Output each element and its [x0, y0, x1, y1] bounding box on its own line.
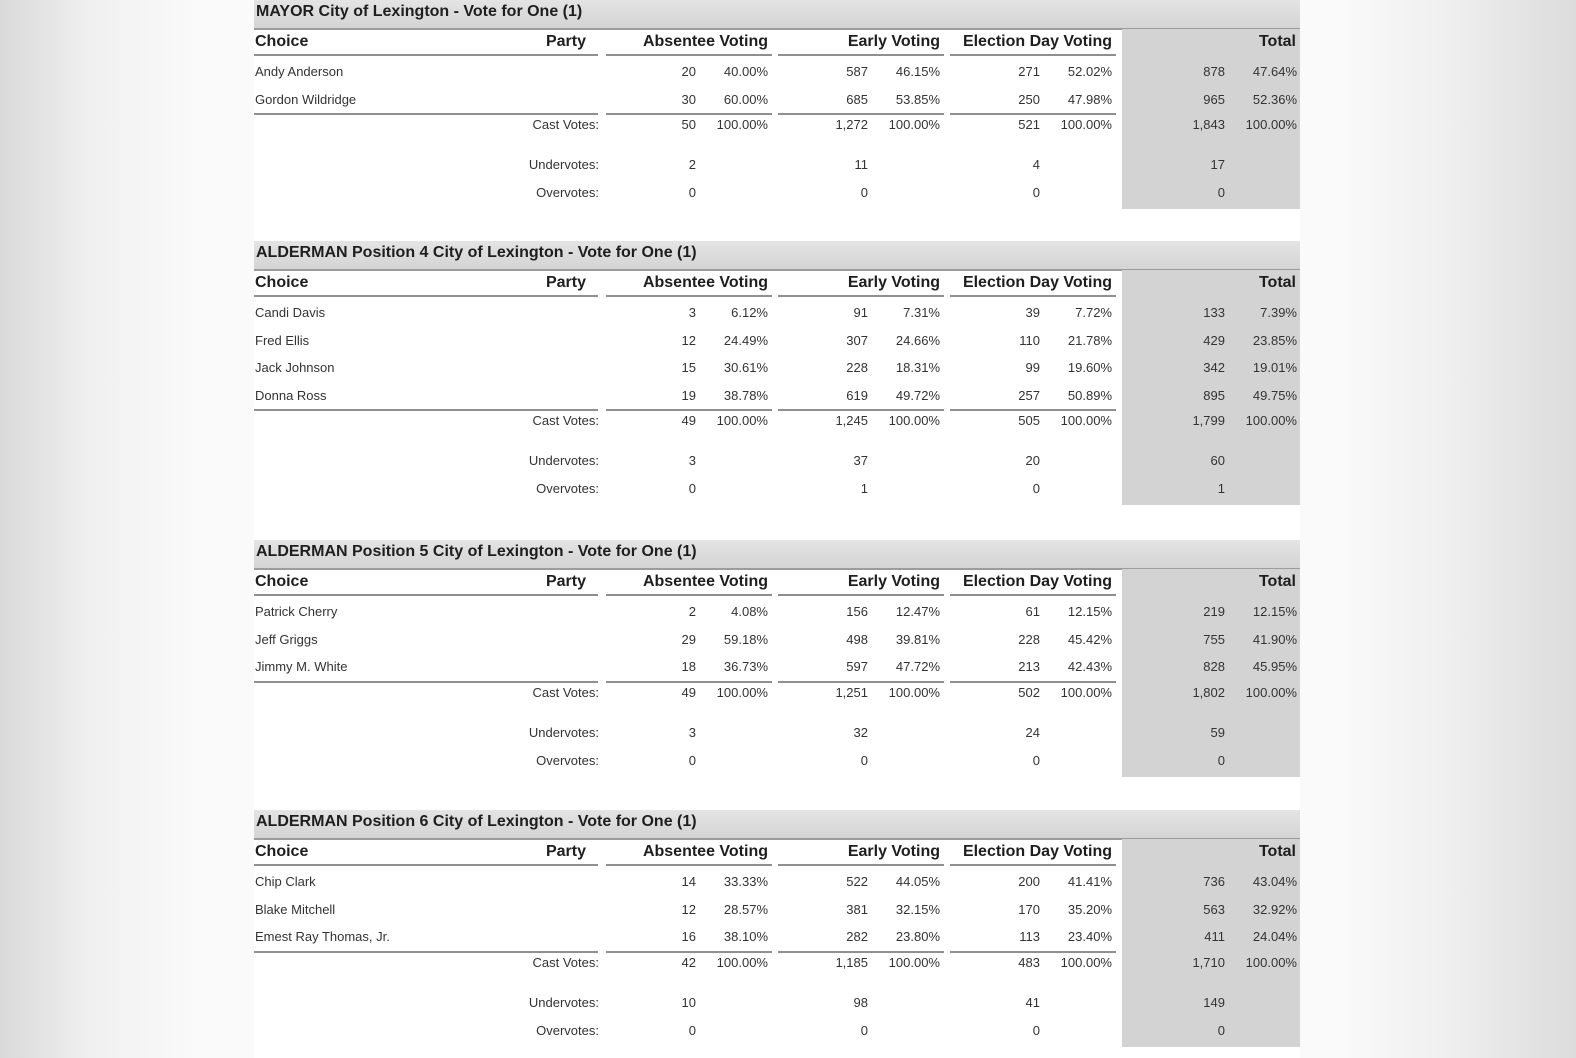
- header-rule: [254, 594, 598, 596]
- header-party: Party: [545, 274, 586, 291]
- cast-rule: [950, 951, 1116, 953]
- overvotes-election-day: 0: [1032, 185, 1040, 201]
- undervotes-election-day: 41: [1025, 994, 1040, 1010]
- election-day-pct: 41.41%: [1067, 874, 1112, 889]
- header-choice: Choice: [255, 573, 309, 590]
- header-absentee: Absentee Voting: [642, 33, 768, 50]
- absentee-votes: 3: [688, 305, 696, 320]
- election-day-pct: 35.20%: [1067, 901, 1112, 917]
- total-votes: 342: [1203, 360, 1225, 376]
- header-rule: [950, 295, 1116, 297]
- undervotes-early: 98: [853, 994, 868, 1010]
- header-party: Party: [545, 843, 586, 860]
- undervotes-absentee: 3: [688, 453, 696, 469]
- undervotes-absentee: 10: [681, 994, 696, 1010]
- cast-total-pct: 100.00%: [1245, 413, 1297, 429]
- early-pct: 53.85%: [895, 91, 940, 107]
- contest-title: ALDERMAN Position 6 City of Lexington - Vote for One (1): [256, 813, 697, 830]
- header-rule: [606, 864, 772, 866]
- cast-total-votes: 1,802: [1192, 684, 1225, 700]
- overvotes-total: 0: [1217, 752, 1225, 768]
- candidate-name: Patrick Cherry: [255, 604, 338, 619]
- absentee-pct: 60.00%: [723, 91, 768, 107]
- overvotes-label: Overvotes:: [536, 1022, 599, 1038]
- header-choice: Choice: [255, 274, 309, 291]
- total-votes: 895: [1203, 387, 1225, 403]
- header-absentee: Absentee Voting: [642, 843, 768, 860]
- total-pct: 23.85%: [1252, 332, 1297, 348]
- early-votes: 381: [846, 901, 868, 917]
- undervotes-absentee: 2: [688, 157, 696, 173]
- undervotes-label: Undervotes:: [528, 994, 599, 1010]
- total-pct: 45.95%: [1252, 659, 1297, 675]
- cast-total-pct: 100.00%: [1245, 954, 1297, 970]
- total-pct: 24.04%: [1252, 929, 1297, 945]
- absentee-votes: 2: [688, 604, 696, 619]
- candidate-name: Blake Mitchell: [255, 901, 336, 917]
- cast-rule: [606, 951, 772, 953]
- absentee-pct: 28.57%: [723, 901, 768, 917]
- absentee-pct: 24.49%: [723, 332, 768, 348]
- undervotes-early: 37: [853, 453, 868, 469]
- header-election-day: Election Day Voting: [962, 274, 1112, 291]
- overvotes-early: 0: [860, 752, 868, 768]
- cast-early-pct: 100.00%: [888, 684, 940, 700]
- absentee-pct: 36.73%: [723, 659, 768, 675]
- overvotes-label: Overvotes:: [536, 185, 599, 201]
- cast-election-day-pct: 100.00%: [1060, 117, 1112, 133]
- absentee-pct: 33.33%: [723, 874, 768, 889]
- overvotes-absentee: 0: [688, 752, 696, 768]
- total-votes: 411: [1204, 929, 1225, 945]
- candidate-name: Jimmy M. White: [255, 659, 348, 675]
- election-day-votes: 61: [1025, 604, 1040, 619]
- cast-early-votes: 1,251: [835, 684, 868, 700]
- cast-absentee-pct: 100.00%: [716, 413, 768, 429]
- header-total: Total: [1258, 33, 1296, 50]
- candidate-name: Chip Clark: [255, 874, 316, 889]
- overvotes-label: Overvotes:: [536, 752, 599, 768]
- absentee-votes: 14: [681, 874, 696, 889]
- cast-absentee-votes: 42: [681, 954, 696, 970]
- overvotes-absentee: 0: [688, 1022, 696, 1038]
- overvotes-early: 0: [860, 1022, 868, 1038]
- undervotes-label: Undervotes:: [528, 453, 599, 469]
- election-day-votes: 113: [1019, 929, 1040, 945]
- total-votes: 563: [1203, 901, 1225, 917]
- undervotes-total: 17: [1210, 157, 1225, 173]
- early-pct: 24.66%: [895, 332, 940, 348]
- cast-election-day-pct: 100.00%: [1060, 954, 1112, 970]
- cast-early-votes: 1,185: [835, 954, 868, 970]
- cast-absentee-pct: 100.00%: [716, 684, 768, 700]
- overvotes-label: Overvotes:: [536, 481, 599, 497]
- absentee-votes: 15: [681, 360, 696, 376]
- contest-section: [254, 810, 1300, 1058]
- candidate-name: Jeff Griggs: [255, 631, 318, 647]
- header-rule: [778, 295, 944, 297]
- early-pct: 47.72%: [895, 659, 940, 675]
- election-day-votes: 170: [1018, 901, 1040, 917]
- header-rule: [606, 594, 772, 596]
- early-pct: 49.72%: [895, 387, 940, 403]
- undervotes-election-day: 4: [1032, 157, 1040, 173]
- header-election-day: Election Day Voting: [962, 33, 1112, 50]
- undervotes-total: 60: [1210, 453, 1225, 469]
- candidate-name: Fred Ellis: [255, 332, 310, 348]
- header-early: Early Voting: [847, 33, 940, 50]
- undervotes-early: 32: [853, 724, 868, 740]
- candidate-name: Donna Ross: [255, 387, 327, 403]
- early-pct: 12.47%: [895, 604, 940, 619]
- cast-rule: [778, 951, 944, 953]
- early-votes: 498: [846, 631, 868, 647]
- overvotes-total: 1: [1217, 481, 1225, 497]
- candidate-name: Candi Davis: [255, 305, 326, 320]
- cast-votes-label: Cast Votes:: [532, 413, 599, 429]
- total-pct: 52.36%: [1252, 91, 1297, 107]
- contest-title: ALDERMAN Position 5 City of Lexington - Vote for One (1): [256, 543, 697, 560]
- undervotes-absentee: 3: [688, 724, 696, 740]
- total-votes: 828: [1203, 659, 1225, 675]
- contest-section: [254, 241, 1300, 497]
- undervotes-election-day: 24: [1025, 724, 1040, 740]
- header-rule: [778, 594, 944, 596]
- cast-total-pct: 100.00%: [1245, 117, 1297, 133]
- header-absentee: Absentee Voting: [642, 573, 768, 590]
- cast-absentee-votes: 49: [681, 413, 696, 429]
- election-day-pct: 42.43%: [1067, 659, 1112, 675]
- cast-rule: [254, 113, 598, 115]
- cast-early-pct: 100.00%: [888, 954, 940, 970]
- undervotes-total: 59: [1210, 724, 1225, 740]
- cast-rule: [254, 951, 598, 953]
- election-day-pct: 23.40%: [1067, 929, 1112, 945]
- election-day-votes: 200: [1018, 874, 1040, 889]
- election-day-pct: 47.98%: [1067, 91, 1112, 107]
- early-votes: 587: [846, 64, 868, 79]
- cast-total-votes: 1,710: [1192, 954, 1225, 970]
- candidate-name: Emest Ray Thomas, Jr.: [255, 929, 390, 945]
- early-pct: 39.81%: [895, 631, 940, 647]
- header-early: Early Voting: [847, 274, 940, 291]
- header-choice: Choice: [255, 843, 309, 860]
- cast-rule: [606, 681, 772, 683]
- total-votes: 878: [1203, 64, 1225, 79]
- results-sheet: [254, 0, 1300, 1058]
- early-votes: 156: [846, 604, 868, 619]
- header-early: Early Voting: [847, 573, 940, 590]
- header-choice: Choice: [255, 33, 309, 50]
- cast-absentee-votes: 50: [681, 117, 696, 133]
- cast-election-day-votes: 483: [1018, 954, 1040, 970]
- cast-election-day-votes: 521: [1018, 117, 1040, 133]
- overvotes-election-day: 0: [1032, 752, 1040, 768]
- cast-election-day-pct: 100.00%: [1060, 413, 1112, 429]
- candidate-name: Gordon Wildridge: [255, 91, 357, 107]
- header-rule: [254, 864, 598, 866]
- candidate-name: Andy Anderson: [255, 64, 344, 79]
- contest-section: [254, 0, 1300, 232]
- absentee-votes: 12: [681, 901, 696, 917]
- header-total: Total: [1258, 843, 1296, 860]
- cast-election-day-votes: 505: [1018, 413, 1040, 429]
- undervotes-total: 149: [1203, 994, 1225, 1010]
- contest-title: MAYOR City of Lexington - Vote for One (1): [256, 3, 583, 20]
- absentee-pct: 38.10%: [723, 929, 768, 945]
- header-rule: [950, 54, 1116, 56]
- overvotes-early: 0: [860, 185, 868, 201]
- cast-absentee-pct: 100.00%: [716, 954, 768, 970]
- absentee-votes: 18: [681, 659, 696, 675]
- overvotes-election-day: 0: [1032, 1022, 1040, 1038]
- early-votes: 685: [846, 91, 868, 107]
- cast-absentee-pct: 100.00%: [716, 117, 768, 133]
- header-total: Total: [1258, 573, 1296, 590]
- early-votes: 282: [846, 929, 868, 945]
- early-pct: 32.15%: [895, 901, 940, 917]
- cast-total-votes: 1,843: [1192, 117, 1225, 133]
- cast-early-votes: 1,245: [835, 413, 868, 429]
- early-votes: 307: [846, 332, 868, 348]
- cast-votes-label: Cast Votes:: [532, 117, 599, 133]
- cast-rule: [778, 409, 944, 411]
- absentee-votes: 16: [681, 929, 696, 945]
- total-pct: 41.90%: [1252, 631, 1297, 647]
- total-pct: 49.75%: [1252, 387, 1297, 403]
- election-day-pct: 7.72%: [1075, 305, 1112, 320]
- overvotes-absentee: 0: [688, 481, 696, 497]
- early-pct: 44.05%: [895, 874, 940, 889]
- election-day-pct: 50.89%: [1067, 387, 1112, 403]
- election-day-pct: 52.02%: [1067, 64, 1112, 79]
- cast-rule: [778, 113, 944, 115]
- total-votes: 736: [1203, 874, 1225, 889]
- election-day-pct: 19.60%: [1067, 360, 1112, 376]
- undervotes-label: Undervotes:: [528, 724, 599, 740]
- election-day-votes: 228: [1018, 631, 1040, 647]
- header-rule: [778, 864, 944, 866]
- total-votes: 429: [1203, 332, 1225, 348]
- cast-absentee-votes: 49: [681, 684, 696, 700]
- absentee-pct: 30.61%: [723, 360, 768, 376]
- header-rule: [950, 594, 1116, 596]
- absentee-votes: 30: [681, 91, 696, 107]
- early-votes: 228: [846, 360, 868, 376]
- header-party: Party: [545, 33, 586, 50]
- election-day-votes: 99: [1025, 360, 1040, 376]
- cast-total-votes: 1,799: [1192, 413, 1225, 429]
- absentee-pct: 38.78%: [723, 387, 768, 403]
- absentee-pct: 6.12%: [731, 305, 768, 320]
- total-pct: 47.64%: [1252, 64, 1297, 79]
- election-day-votes: 213: [1018, 659, 1040, 675]
- early-pct: 23.80%: [895, 929, 940, 945]
- early-votes: 619: [846, 387, 868, 403]
- election-day-votes: 271: [1018, 64, 1040, 79]
- cast-rule: [254, 409, 598, 411]
- cast-rule: [950, 681, 1116, 683]
- contest-title: ALDERMAN Position 4 City of Lexington - Vote for One (1): [256, 244, 697, 261]
- total-pct: 7.39%: [1260, 305, 1297, 320]
- cast-votes-label: Cast Votes:: [532, 684, 599, 700]
- header-total: Total: [1258, 274, 1296, 291]
- election-day-votes: 250: [1018, 91, 1040, 107]
- early-pct: 46.15%: [895, 64, 940, 79]
- cast-early-pct: 100.00%: [888, 117, 940, 133]
- absentee-votes: 29: [681, 631, 696, 647]
- overvotes-early: 1: [860, 481, 868, 497]
- cast-election-day-votes: 502: [1018, 684, 1040, 700]
- total-votes: 133: [1203, 305, 1225, 320]
- header-early: Early Voting: [847, 843, 940, 860]
- cast-rule: [606, 113, 772, 115]
- contest-section: [254, 540, 1300, 772]
- early-pct: 7.31%: [903, 305, 940, 320]
- header-election-day: Election Day Voting: [962, 573, 1112, 590]
- cast-rule: [606, 409, 772, 411]
- cast-early-votes: 1,272: [835, 117, 868, 133]
- total-pct: 19.01%: [1252, 360, 1297, 376]
- early-pct: 18.31%: [895, 360, 940, 376]
- early-votes: 597: [846, 659, 868, 675]
- total-votes: 219: [1203, 604, 1225, 619]
- total-votes: 965: [1203, 91, 1225, 107]
- header-rule: [778, 54, 944, 56]
- cast-early-pct: 100.00%: [888, 413, 940, 429]
- header-election-day: Election Day Voting: [962, 843, 1112, 860]
- absentee-votes: 19: [681, 387, 696, 403]
- candidate-name: Jack Johnson: [255, 360, 335, 376]
- undervotes-early: 11: [854, 157, 868, 173]
- overvotes-total: 0: [1217, 185, 1225, 201]
- election-day-pct: 45.42%: [1067, 631, 1112, 647]
- absentee-pct: 4.08%: [731, 604, 768, 619]
- undervotes-election-day: 20: [1025, 453, 1040, 469]
- absentee-pct: 59.18%: [723, 631, 768, 647]
- overvotes-absentee: 0: [688, 185, 696, 201]
- early-votes: 91: [853, 305, 868, 320]
- absentee-votes: 20: [681, 64, 696, 79]
- election-day-votes: 39: [1025, 305, 1040, 320]
- absentee-pct: 40.00%: [723, 64, 768, 79]
- election-day-pct: 21.78%: [1067, 332, 1112, 348]
- cast-rule: [950, 113, 1116, 115]
- election-day-votes: 110: [1019, 332, 1040, 348]
- header-rule: [606, 295, 772, 297]
- total-pct: 43.04%: [1252, 874, 1297, 889]
- cast-rule: [778, 681, 944, 683]
- absentee-votes: 12: [681, 332, 696, 348]
- total-pct: 32.92%: [1252, 901, 1297, 917]
- overvotes-election-day: 0: [1032, 481, 1040, 497]
- header-rule: [254, 54, 598, 56]
- total-votes: 755: [1203, 631, 1225, 647]
- election-day-pct: 12.15%: [1067, 604, 1112, 619]
- election-day-votes: 257: [1018, 387, 1040, 403]
- cast-votes-label: Cast Votes:: [532, 954, 599, 970]
- cast-total-pct: 100.00%: [1245, 684, 1297, 700]
- overvotes-total: 0: [1217, 1022, 1225, 1038]
- header-party: Party: [545, 573, 586, 590]
- undervotes-label: Undervotes:: [528, 157, 599, 173]
- total-pct: 12.15%: [1252, 604, 1297, 619]
- header-rule: [606, 54, 772, 56]
- cast-election-day-pct: 100.00%: [1060, 684, 1112, 700]
- header-absentee: Absentee Voting: [642, 274, 768, 291]
- cast-rule: [950, 409, 1116, 411]
- header-rule: [254, 295, 598, 297]
- header-rule: [950, 864, 1116, 866]
- early-votes: 522: [846, 874, 868, 889]
- cast-rule: [254, 681, 598, 683]
